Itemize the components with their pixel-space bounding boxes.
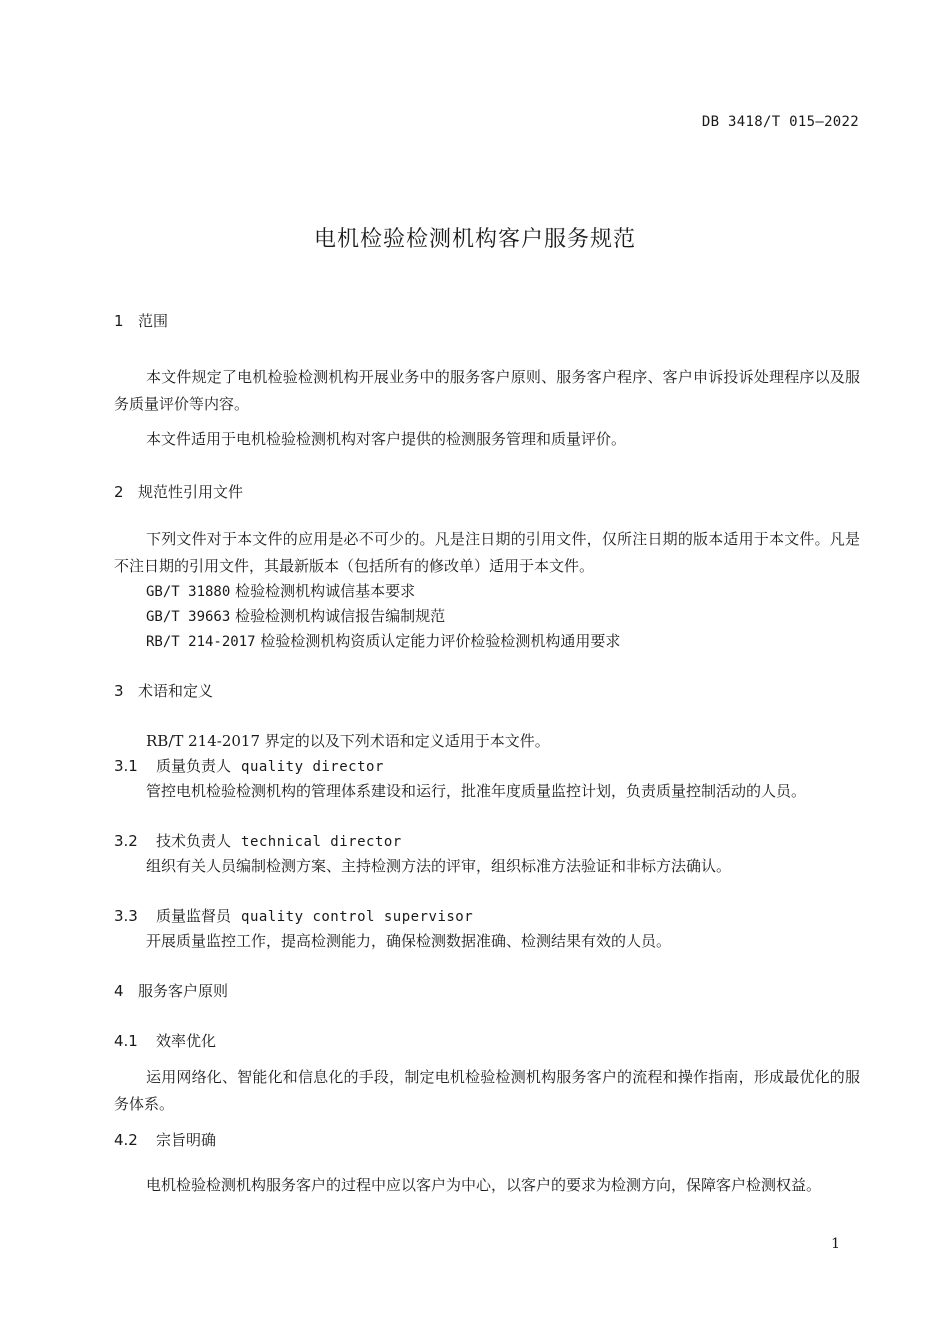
section-3-intro: RB/T 214-2017 界定的以及下列术语和定义适用于本文件。 <box>146 732 550 750</box>
term-number: 3.1 <box>114 757 138 775</box>
reference-title: 检验检测机构诚信报告编制规范 <box>235 607 446 625</box>
term-english: quality director <box>241 759 384 775</box>
reference-code: RB/T 214-2017 <box>146 634 256 650</box>
section-title: 服务客户原则 <box>138 982 229 1000</box>
subsection-4-2-heading <box>114 1129 216 1150</box>
reference-code: GB/T 39663 <box>146 609 231 625</box>
document-code: DB 3418/T 015—2022 <box>701 114 859 130</box>
term-3-1-definition: 管控电机检验检测机构的管理体系建设和运行，批准年度质量监控计划，负责质量控制活动的人员。 <box>146 782 807 800</box>
section-number: 4 <box>114 982 124 1000</box>
section-number: 3 <box>114 682 124 700</box>
term-english: technical director <box>241 834 402 850</box>
subsection-4-1-paragraph: 运用网络化、智能化和信息化的手段，制定电机检验检测机构服务客户的流程和操作指南，形成最优化的服务体系。 <box>114 1068 860 1113</box>
term-3-2-definition: 组织有关人员编制检测方案、主持检测方法的评审，组织标准方法验证和非标方法确认。 <box>146 857 732 875</box>
term-number: 3.3 <box>114 907 138 925</box>
section-1-paragraph-2: 本文件适用于电机检验检测机构对客户提供的检测服务管理和质量评价。 <box>146 430 627 448</box>
reference-title: 检验检测机构资质认定能力评价检验检测机构通用要求 <box>260 632 621 650</box>
section-number: 1 <box>114 312 124 330</box>
section-3-heading <box>114 680 213 701</box>
term-english: quality control supervisor <box>241 909 474 925</box>
section-number: 2 <box>114 483 124 501</box>
term-number: 3.2 <box>114 832 138 850</box>
term-chinese: 质量负责人 <box>156 757 232 775</box>
subsection-title: 宗旨明确 <box>156 1131 217 1149</box>
reference-item <box>146 580 415 601</box>
section-4-heading <box>114 980 228 1001</box>
subsection-4-2-paragraph: 电机检验检测机构服务客户的过程中应以客户为中心，以客户的要求为检测方向，保障客户检测权益。 <box>146 1176 822 1194</box>
section-title: 范围 <box>138 312 169 330</box>
term-3-2-heading <box>114 830 402 851</box>
reference-item <box>146 630 620 651</box>
section-1-heading <box>114 310 168 331</box>
term-chinese: 质量监督员 <box>156 907 232 925</box>
term-chinese: 技术负责人 <box>156 832 232 850</box>
subsection-number: 4.2 <box>114 1131 138 1149</box>
subsection-title: 效率优化 <box>156 1032 217 1050</box>
section-title: 规范性引用文件 <box>138 483 244 501</box>
subsection-4-1-heading <box>114 1030 216 1051</box>
reference-code: GB/T 31880 <box>146 584 231 600</box>
term-3-1-heading <box>114 755 384 776</box>
document-title: 电机检验检测机构客户服务规范 <box>313 227 636 252</box>
reference-title: 检验检测机构诚信基本要求 <box>235 582 416 600</box>
section-2-paragraph-1: 下列文件对于本文件的应用是必不可少的。凡是注日期的引用文件，仅所注日期的版本适用于本文件。凡是不注日期的引用文件，其最新版本（包括所有的修改单）适用于本文件。 <box>114 530 860 575</box>
section-title: 术语和定义 <box>138 682 214 700</box>
term-3-3-definition: 开展质量监控工作，提高检测能力，确保检测数据准确、检测结果有效的人员。 <box>146 932 672 950</box>
section-1-paragraph-1: 本文件规定了电机检验检测机构开展业务中的服务客户原则、服务客户程序、客户申诉投诉处理程序以及服务质量评价等内容。 <box>114 368 860 413</box>
page-number: 1 <box>831 1236 840 1252</box>
section-2-heading <box>114 481 243 502</box>
reference-item <box>146 605 445 626</box>
term-3-3-heading <box>114 905 473 926</box>
subsection-number: 4.1 <box>114 1032 138 1050</box>
